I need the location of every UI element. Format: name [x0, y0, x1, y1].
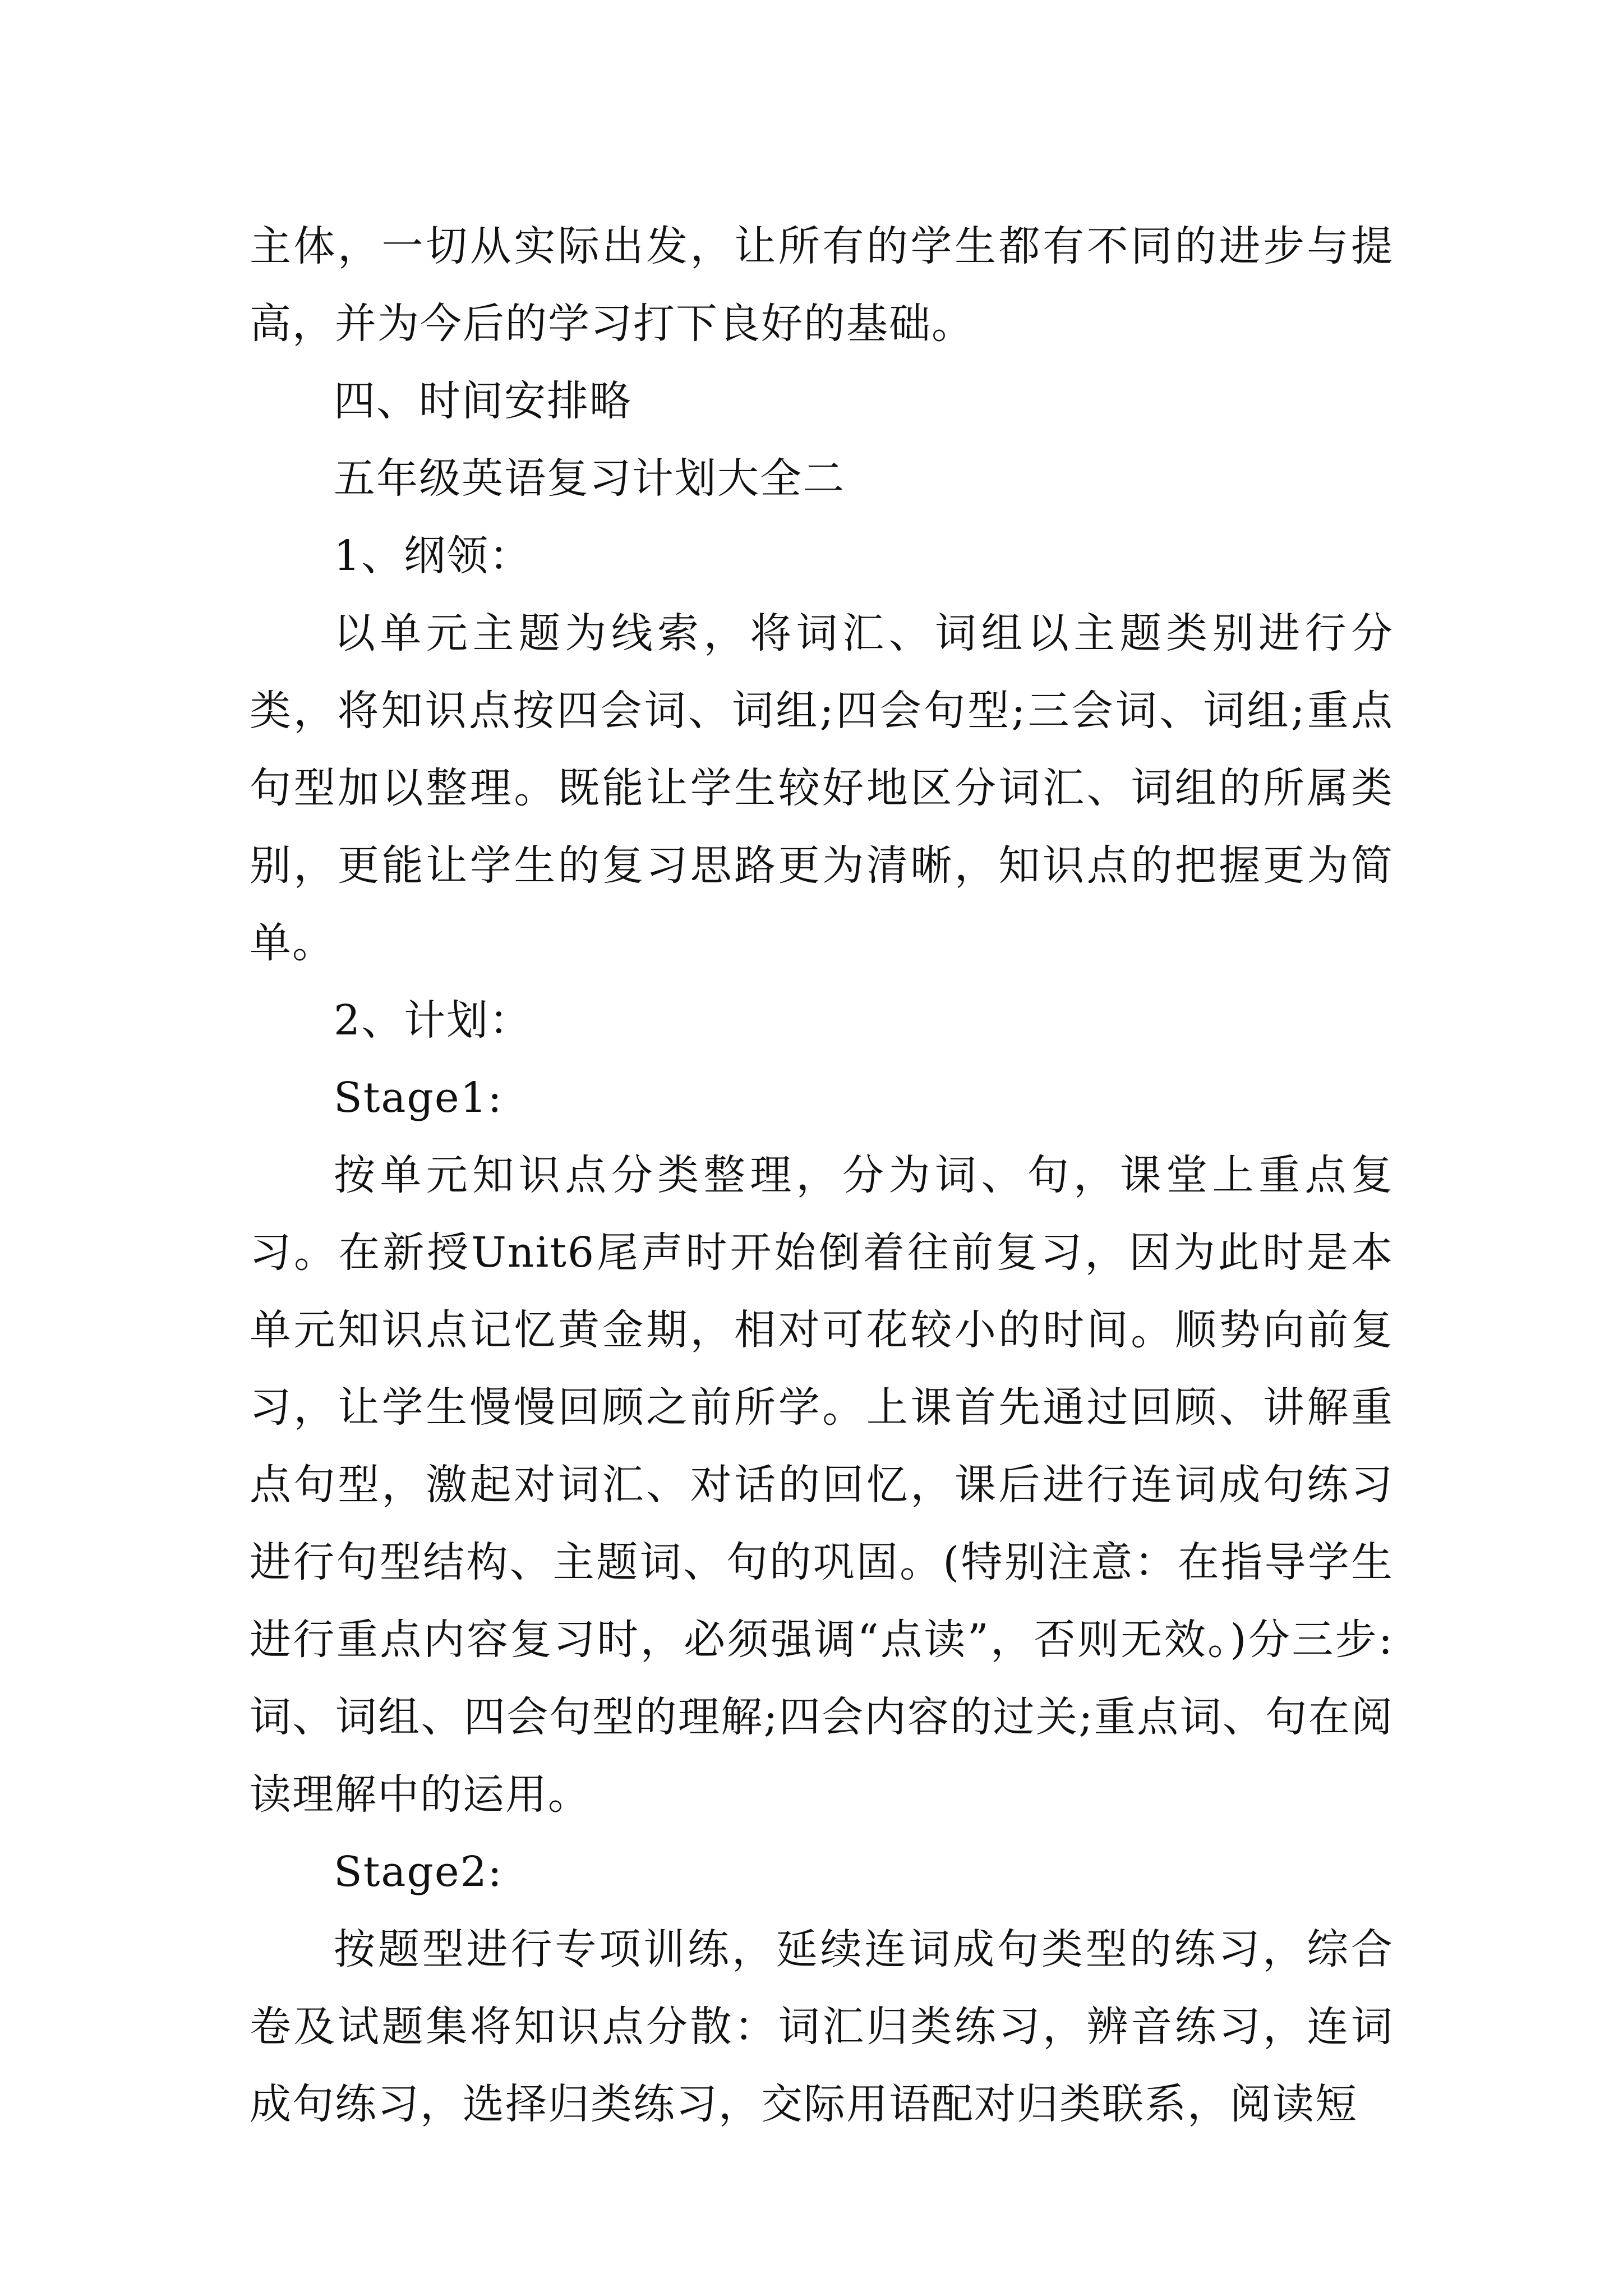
stage-2-heading: Stage2:	[334, 1848, 503, 1896]
paragraph-continuation: 主体，一切从实际出发，让所有的学生都有不同的进步与提高，并为今后的学习打下良好的基础。	[250, 222, 1394, 348]
section-heading-outline: 1、纲领：	[334, 532, 532, 580]
section-heading-plan: 2、计划：	[334, 996, 532, 1045]
paragraph-stage-2: 按题型进行专项训练，延续连词成句类型的练习，综合卷及试题集将知识点分散：词汇归类练习，辨音练习，连词成句练习，选择归类练习，交际用语配对归类联系，阅读短	[250, 1925, 1394, 2128]
stage-1-heading: Stage1:	[334, 1074, 503, 1122]
section-heading-time-arrangement: 四、时间安排略	[334, 377, 632, 425]
document-body	[250, 208, 1394, 2143]
document-title: 五年级英语复习计划大全二	[334, 454, 845, 503]
paragraph-stage-1: 按单元知识点分类整理，分为词、句，课堂上重点复习。在新授Unit6尾声时开始倒着往前复习，因为此时是本单元知识点记忆黄金期，相对可花较小的时间。顺势向前复习，让学生慢慢回顾之前所学。上课首先通过回顾、讲解重点句型，激起对词汇、对话的回忆，课后进行连词成句练习进行句型结构、主题词、句的巩固。(特别注意：在指导学生进行重点内容复习时，必须强调“点读”，否则无效。)分三步:词、词组、四会句型的理解;四会内容的过关;重点词、句在阅读理解中的运用。	[250, 1151, 1394, 1819]
paragraph-outline: 以单元主题为线索，将词汇、词组以主题类别进行分类，将知识点按四会词、词组;四会句型;三会词、词组;重点句型加以整理。既能让学生较好地区分词汇、词组的所属类别，更能让学生的复习思路更为清晰，知识点的把握更为简单。	[250, 609, 1394, 967]
